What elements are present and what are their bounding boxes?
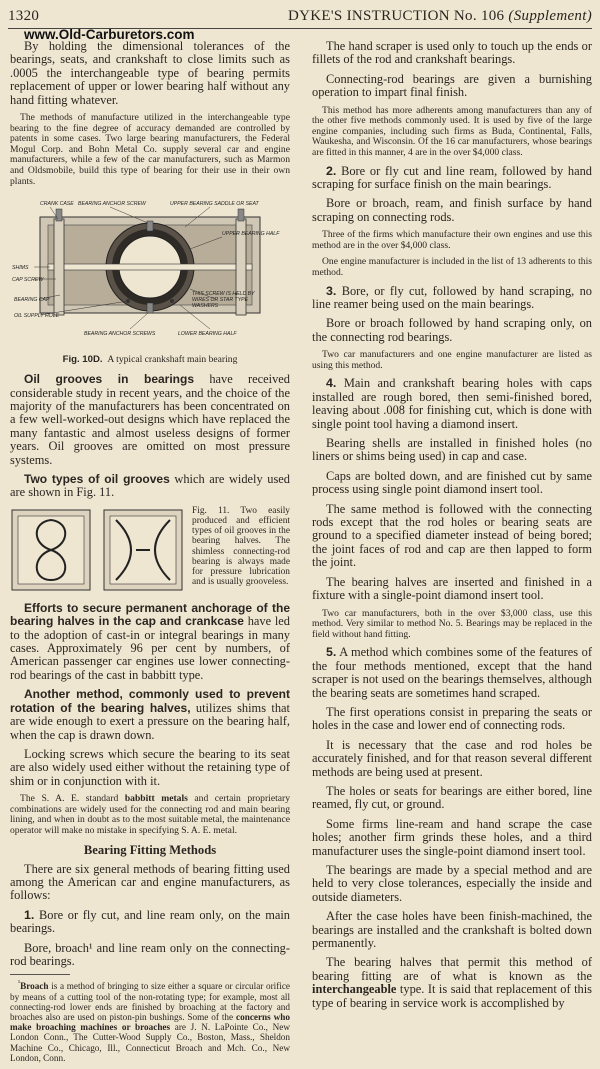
paragraph-small: The methods of manufacture utilized in the interchangeable type bearing to the fine degree of accuracy demanded are controlled by patents in some cases. Two large bearing manufacturers, the Federal Mogul Corp. and Bohn Metal Co. supply several car and engine manufacturers, while a few of the car manufacturers, such as Marmon and Oldsmobile, build this type of bearing for their use in their own plants. bbox=[10, 112, 290, 187]
right-column bbox=[312, 40, 592, 1016]
paragraph: Bearing shells are installed in finished holes (no liners or shims being used) in cap and case. bbox=[312, 436, 592, 464]
method-number: 2. bbox=[326, 163, 337, 178]
label-upper-bearing-half: UPPER BEARING HALF bbox=[222, 231, 280, 238]
method-text: Bore or fly cut, and line ream only, on the main bearings. bbox=[10, 907, 290, 936]
bold-text: babbitt metals bbox=[124, 793, 188, 805]
paragraph-bore-broach: Bore, broach¹ and line ream only on the connecting-rod bearings. bbox=[10, 940, 290, 968]
bold-text: interchangeable bbox=[312, 982, 397, 997]
method-number: 3. bbox=[326, 283, 337, 298]
label-bearing-anchor-screws: BEARING ANCHOR SCREWS bbox=[84, 331, 156, 338]
body-text: utilizes shims that are wide enough to exert a pressure on the bearing half, when the cap is drawn down. bbox=[10, 700, 290, 742]
body-text: are J. N. LaPointe Co., New London Conn., The Cutter-Wood Supply Co., Boston, Mass., Sheldon Machine Co., Chicago, Ill., Connecticut Broach and Mch. Co., New London, Conn. bbox=[10, 1022, 290, 1063]
method-4 bbox=[312, 377, 592, 431]
body-text: have received considerable study in recent years, and the choice of the majority of the manufacturers has been concentrated on a few well-worked-out designs which have replaced the many fantastic and almost useless designs of former years. Oil grooves are omitted on most pressure systems. bbox=[10, 372, 290, 467]
paragraph: Some firms line-ream and hand scrape the case holes; another firm grinds these holes, and a third manufacturer uses the single-point diamond insert tool. bbox=[312, 816, 592, 858]
paragraph-interchangeable bbox=[312, 956, 592, 1010]
label-crank-case: CRANK CASE bbox=[40, 201, 74, 208]
body-text: which are widely used are shown in Fig. 11. bbox=[10, 472, 290, 500]
paragraph: After the case holes have been finish-machined, the bearings are installed and the crankshaft is bolted down permanently. bbox=[312, 909, 592, 950]
figure-11 bbox=[10, 506, 290, 596]
paragraph-locking-screws: Locking screws which secure the bearing to its seat are also widely used either without the retaining type of shim or in conjunction with it. bbox=[10, 746, 290, 788]
paragraph: Caps are bolted down, and are finished cut by same process using single point diamond insert tool. bbox=[312, 468, 592, 497]
footnote bbox=[10, 978, 290, 1063]
paragraph-six-methods: There are six general methods of bearing fitting used among the American car and engine manufacturers, as follows: bbox=[10, 861, 290, 903]
caption-label: Fig. 10D. bbox=[62, 354, 103, 366]
figure-10d-bearing-diagram bbox=[10, 195, 290, 345]
method-1 bbox=[10, 909, 290, 936]
lead-text: Oil grooves in bearings bbox=[24, 372, 195, 387]
paragraph: Bore or broach, ream, and finish surface by hand scraping on connecting rods. bbox=[312, 196, 592, 224]
method-text: Main and crankshaft bearing holes with caps installed are rough bored, then semi-finished bored, leaving about .008 for finishing cut, which is done with single point tool having a diamond insert. bbox=[312, 376, 592, 431]
label-shims: SHIMS bbox=[12, 265, 29, 272]
bold-text: Broach bbox=[20, 981, 49, 992]
paragraph: By holding the dimensional tolerances of the bearings, seats, and crankshaft to close limits such as .0005 the interchangeable type of bearing permits replacement of upper or lower bearing half without any hand fitting whatever. bbox=[10, 39, 290, 107]
method-text: Bore or fly cut and line ream, followed by hand scraping for surface finish on the main bearings. bbox=[312, 163, 592, 191]
lead-text: Two types of oil grooves bbox=[24, 472, 170, 487]
method-3 bbox=[312, 285, 592, 312]
watermark-url: www.Old-Carburetors.com bbox=[24, 27, 195, 42]
running-title bbox=[288, 8, 592, 25]
paragraph-small: This method has more adherents among manufacturers than any of the other five methods commonly used. It is used by five of the large engine companies, including such firms as Buda, Continental, Falls, Waukesha, and Wisconsin. Of the 16 car manufacturers, whose bearings are fitted in this manner, 4 are in the over $4,000 class. bbox=[312, 104, 592, 158]
paragraph: The hand scraper is used only to touch up the ends or fillets of the rod and crankshaft bearings. bbox=[312, 39, 592, 67]
body-text: type. It is said that replacement of this type of bearing in service work is accomplished by bbox=[312, 982, 592, 1010]
label-oil-supply-hole: OIL SUPPLY HOLE bbox=[14, 313, 60, 320]
left-column bbox=[10, 40, 290, 1069]
label-bearing-anchor-screw: BEARING ANCHOR SCREW bbox=[78, 201, 146, 208]
label-cap-screw: CAP SCREW bbox=[12, 277, 44, 284]
paragraph: The bearing halves are inserted and finished in a fixture with a single-point diamond insert tool. bbox=[312, 574, 592, 603]
paragraph-two-types bbox=[10, 473, 290, 500]
paragraph-small: One engine manufacturer is included in the list of 13 adherents to this method. bbox=[312, 256, 592, 278]
paragraph-small: Two car manufacturers and one engine manufacturer are listed as using this method. bbox=[312, 349, 592, 371]
paragraph: It is necessary that the case and rod holes be accurately finished, and for that reason several different methods are being used at present. bbox=[312, 737, 592, 779]
title-suffix: (Supplement) bbox=[508, 8, 592, 24]
paragraph-small: Two car manufacturers, both in the over $3,000 class, use this method. Very similar to method No. 5. Bearings may be replaced in the field without hand fitting. bbox=[312, 607, 592, 640]
method-number: 5. bbox=[326, 645, 337, 660]
method-5 bbox=[312, 646, 592, 700]
footnote-rule bbox=[10, 974, 70, 975]
footnote-mark: ¹ bbox=[18, 979, 21, 988]
page-number: 1320 bbox=[8, 8, 40, 24]
paragraph-sae bbox=[10, 794, 290, 836]
label-this-screw: THIS SCREW IS HELD BY WIRES OR STAR TYPE WASHERS bbox=[192, 291, 255, 310]
page-header bbox=[8, 8, 592, 29]
label-upper-bearing-saddle: UPPER BEARING SADDLE OR SEAT bbox=[170, 201, 259, 208]
body-text: is a method of bringing to size either a square or circular orifice by means of a cutting tool of the non-rotating type; for example, most all connecting-rod lower ends are finished by broaching at the factory and broaches also are used on piston-pin bushings. Some of the bbox=[10, 981, 290, 1023]
method-number: 1. bbox=[24, 907, 35, 922]
body-text: The S. A. E. standard bbox=[20, 793, 125, 805]
paragraph-another-method bbox=[10, 688, 290, 742]
paragraph: The same method is followed with the connecting rods except that the rod holes or bearing seats are ground to a specified diameter instead of being bored; the joint faces of rod and cap are then lapped to form the joint. bbox=[312, 501, 592, 570]
lead-text: Efforts to secure permanent anchorage of the bearing halves in the cap and crankcase bbox=[10, 600, 290, 629]
paragraph-oil-grooves bbox=[10, 373, 290, 467]
title-main: DYKE'S INSTRUCTION No. 106 bbox=[288, 8, 505, 24]
body-text: and certain proprietary combinations are widely used for the connecting rod and main bearing lining, and when in doubt as to the most suitable metal, the maintenance operator will make no mistake in specifying S. A. E. metal. bbox=[10, 793, 290, 836]
paragraph: The holes or seats for bearings are either bored, line reamed, fly cut, or ground. bbox=[312, 783, 592, 812]
figure-11-oil-groove-diagram bbox=[10, 506, 186, 594]
bold-text: concerns who make broaching machines or broaches bbox=[10, 1012, 290, 1033]
paragraph: The first operations consist in preparing the seats or holes in the case and lower end of connecting rods. bbox=[312, 704, 592, 733]
figure-10d-caption bbox=[10, 354, 290, 365]
label-bearing-cap: BEARING CAP bbox=[14, 297, 50, 304]
paragraph-small: Three of the firms which manufacture their own engines and use this method are in the over $4,000 class. bbox=[312, 229, 592, 251]
label-lower-bearing-half: LOWER BEARING HALF bbox=[178, 331, 237, 338]
caption-text: A typical crankshaft main bearing bbox=[107, 354, 238, 366]
lead-text: Another method, commonly used to prevent rotation of the bearing halves, bbox=[10, 687, 290, 715]
figure-11-caption: Fig. 11. Two easily produced and efficient types of oil grooves in the bearing halves. The shimless connecting-rod bearing is always made for pressure lubrication and is usually grooveless. bbox=[192, 505, 290, 588]
paragraph-efforts bbox=[10, 602, 290, 682]
method-text: A method which combines some of the features of the four methods mentioned, except that the hand scraper is not used on the bearings themselves, although the bearing seats are sometimes hand scraped. bbox=[312, 645, 592, 700]
paragraph: Connecting-rod bearings are given a burnishing operation to impart final finish. bbox=[312, 71, 592, 100]
body-text: have led to the adoption of cast-in or integral bearings in many cases. Approximately 96 per cent by numbers, of American passenger car engines use lower connecting-rod bearings of the cast in babbitt type. bbox=[10, 614, 290, 682]
method-text: Bore, or fly cut, followed by hand scraping, no line reamer being used on the main bearings. bbox=[312, 283, 592, 311]
section-heading: Bearing Fitting Methods bbox=[83, 842, 217, 857]
body-text: The bearing halves that permit this method of bearing fitting are of what is known as the bbox=[312, 955, 592, 983]
paragraph: Bore or broach followed by hand scraping only, on the connecting rod bearings. bbox=[312, 316, 592, 344]
paragraph: The bearings are made by a special method and are held to very close tolerances, especially the inside and outside diameters. bbox=[312, 862, 592, 904]
method-2 bbox=[312, 165, 592, 192]
method-number: 4. bbox=[326, 376, 337, 391]
